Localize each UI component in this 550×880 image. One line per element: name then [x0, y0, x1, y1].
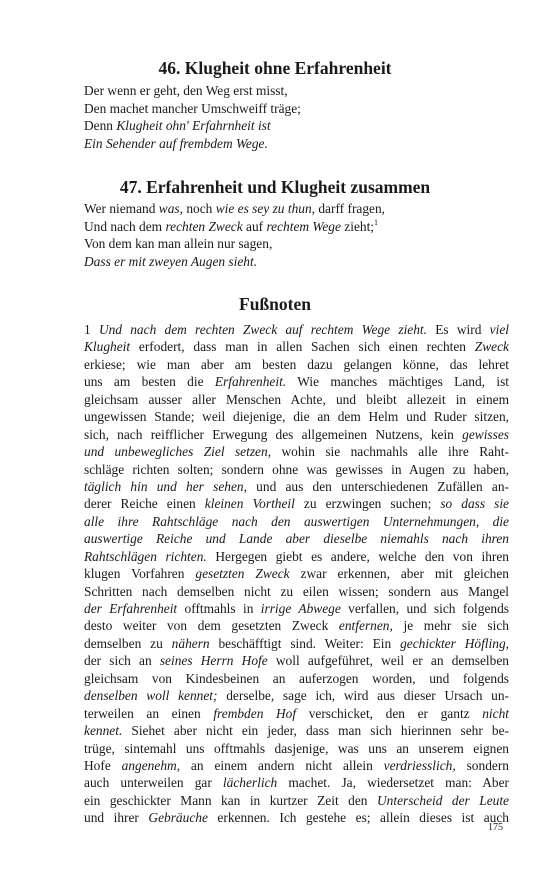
text-line [84, 100, 524, 118]
text-run: verschicket, den er gantz [296, 705, 483, 721]
text-run: der sich an [84, 653, 160, 669]
text-line [84, 461, 509, 478]
text-run: offtmahls in [177, 601, 261, 616]
text-line [84, 391, 509, 408]
italic-run: gesetzten Zweck [195, 566, 290, 582]
text-run: erkiese; wie man aber am besten dazu gelangen könne, das lehret [84, 356, 509, 372]
poem-46 [84, 82, 524, 152]
footnote-marker: 1 [374, 217, 379, 227]
text-line [84, 478, 509, 495]
text-run: beschäfftigt sind. Weiter: Ein [209, 635, 401, 651]
text-run: auf [242, 218, 267, 234]
text-run: Wer niemand [84, 201, 159, 216]
text-run: Wie manches mächtiges Land, ist [286, 374, 509, 390]
text-line [84, 443, 509, 460]
text-run: sich, nach reifflicher Erwegung des allgemeinen Nutzens, kein [84, 426, 463, 442]
italic-run: wie es sey zu thun, [215, 201, 316, 216]
italic-run: nicht [482, 705, 510, 721]
text-line [84, 565, 509, 582]
text-line [84, 356, 509, 373]
italic-run: rechtem Wege [266, 218, 341, 234]
text-line [84, 373, 509, 390]
text-line [84, 135, 524, 153]
text-run: demselben zu [84, 635, 172, 651]
text-run: 1 [84, 322, 99, 337]
italic-run: viel [489, 322, 509, 337]
text-run: darff fragen, [315, 201, 386, 216]
section-title-46: 46. Klugheit ohne Erfahrenheit [158, 58, 392, 78]
italic-run: gechickter Höfling, [400, 635, 509, 651]
text-line [84, 757, 509, 774]
text-line [84, 809, 509, 826]
text-run: wohin sie nachmahls alle ihre Raht- [271, 444, 509, 460]
text-run: terweilen an einen [84, 705, 214, 721]
italic-run: Ein Sehender auf frembdem Wege. [84, 135, 268, 151]
text-line [84, 408, 509, 425]
text-line [84, 687, 509, 704]
italic-run: Rahtschlägen richten. [84, 548, 207, 564]
text-line [84, 670, 509, 687]
text-line [84, 117, 524, 135]
text-line [84, 652, 509, 669]
italic-run: Zweck [474, 339, 509, 355]
text-run: schläge richten solten; sondern ohne was gewisses in Augen zu haben, [84, 461, 509, 477]
text-run: an einem andern nicht allein [180, 757, 384, 773]
text-run: Der wenn er geht, den Weg erst misst, [84, 83, 288, 98]
italic-run: verdriesslich, [383, 757, 456, 773]
text-run: derselbe, sage ich, wird aus dieser Ursach un- [217, 688, 509, 704]
italic-run: Und nach dem rechten Zweck auf rechtem Wege zieht. [98, 322, 428, 337]
italic-run: angenehm, [121, 757, 181, 773]
text-line [84, 774, 509, 791]
text-run: derer Reiche einen [84, 496, 205, 512]
text-line [84, 635, 509, 652]
text-run: zieht; [340, 218, 375, 234]
italic-run: kleinen Vortheil [204, 496, 295, 512]
text-run: uns am besten die [84, 374, 215, 390]
text-run: woll aufgeführet, weil er an demselben [267, 653, 509, 669]
italic-run: täglich hin und her sehen, [84, 478, 247, 494]
text-run: sondern [455, 757, 509, 773]
text-line [84, 600, 509, 617]
text-run: Hergegen giebt es andere, welche den von ihren [206, 548, 509, 564]
text-run: trüge, sintemahl uns offtmahls dasjenige, was uns an unserem eignen [84, 740, 509, 756]
text-line [84, 82, 524, 100]
text-run: Von dem kan man allein nur sagen, [84, 236, 273, 251]
text-run: Den machet mancher Umschweiff träge; [84, 100, 301, 116]
text-run: Denn [84, 118, 117, 133]
italic-run: frembden Hof [213, 705, 297, 721]
text-line [84, 530, 509, 547]
italic-run: irrige Abwege [260, 601, 341, 616]
text-run: Und nach dem [84, 218, 166, 234]
text-run: und aus den unterschiedenen Zufällen an- [246, 478, 509, 494]
text-run: ungewissen Stande; weil diejenige, die an dem Helm und Ruder sitzen, [84, 409, 509, 425]
text-run: auch unterweilen gar [84, 775, 223, 791]
italic-run: rechten Zweck [165, 218, 243, 234]
text-run: desto weiter von dem gesetzten Zweck [84, 618, 339, 634]
italic-run: was, [158, 201, 183, 216]
text-line [84, 426, 509, 443]
text-run: Es wird [427, 322, 490, 337]
text-run: klugen Vorfahren [84, 566, 196, 582]
text-run: machet. Ja, wiedersetzet man: Aber [277, 775, 510, 791]
section-title-47: 47. Erfahrenheit und Klugheit zusammen [119, 177, 431, 197]
text-run: Schritten nach demselben nicht zu eilen wissen; sondern aus Mangel [84, 583, 509, 599]
text-run: zu erzwingen suchen; [294, 496, 441, 512]
italic-run: Klugheit [84, 339, 131, 355]
italic-run: alle ihre Rahtschläge nach den auswertigen Unternehmungen, die [84, 513, 509, 529]
text-run: erkennen. Ich gestehe es; allein dieses ist auch [207, 810, 509, 826]
text-line [84, 200, 524, 218]
text-run: erfodert, dass man in allen Sachen sich einen rechten [130, 339, 475, 355]
text-line [84, 548, 509, 565]
text-line [84, 722, 509, 739]
italic-run: Klugheit ohn' Erfahrnheit ist [116, 118, 271, 133]
text-run: je mehr sie sich [392, 618, 510, 634]
italic-run: nähern [171, 635, 210, 651]
poem-47 [84, 200, 524, 270]
italic-run: Unterscheid der Leute [376, 792, 509, 808]
footnotes-heading: Fußnoten [239, 294, 311, 314]
italic-run: lächerlich [222, 775, 278, 791]
text-line [84, 235, 524, 253]
text-line [84, 253, 524, 271]
text-run: noch [182, 201, 216, 216]
italic-run: so dass sie [440, 496, 510, 512]
text-line [84, 513, 509, 530]
italic-run: der Erfahrenheit [84, 601, 178, 616]
text-run: zwar erkennen, aber mit gleichen [289, 566, 509, 582]
text-line [84, 338, 509, 355]
text-line [84, 583, 509, 600]
italic-run: denselben woll kennet; [84, 688, 218, 704]
text-line [84, 705, 509, 722]
text-run: gleichsam ausser aller Menschen Achte, und bleibt allezeit in einem [84, 391, 509, 407]
italic-run: gewisses [462, 426, 509, 442]
italic-run: Dass er mit zweyen Augen sieht. [84, 253, 258, 269]
italic-run: seines Herrn Hofe [159, 653, 268, 669]
text-line [84, 218, 524, 236]
italic-run: auswertige Reiche und Lande aber dieselbe niemahls nach ihren [84, 531, 509, 547]
text-line [84, 740, 509, 757]
text-run: Siehet aber nicht ein jeder, dass man sich hierinnen sehr be- [122, 723, 509, 739]
text-line [84, 617, 509, 634]
text-run: ein geschickter Mann kan in kurtzer Zeit den [84, 792, 377, 808]
italic-run: und unbewegliches Ziel setzen, [84, 444, 272, 460]
text-run: verfallen, und sich folgends [340, 601, 509, 616]
text-line [84, 321, 509, 338]
text-run: Hofe [84, 757, 122, 773]
text-run: und ihrer [84, 810, 149, 826]
page-number: 175 [488, 822, 503, 833]
italic-run: Gebräuche [148, 810, 208, 826]
footnote-text [84, 321, 509, 827]
italic-run: Erfahrenheit. [214, 374, 287, 390]
text-line [84, 792, 509, 809]
text-line [84, 495, 509, 512]
text-run: gleichsam von Kindesbeinen an auferzogen worden, und folgends [84, 670, 509, 686]
italic-run: entfernen, [338, 618, 393, 634]
italic-run: kennet. [84, 723, 123, 739]
